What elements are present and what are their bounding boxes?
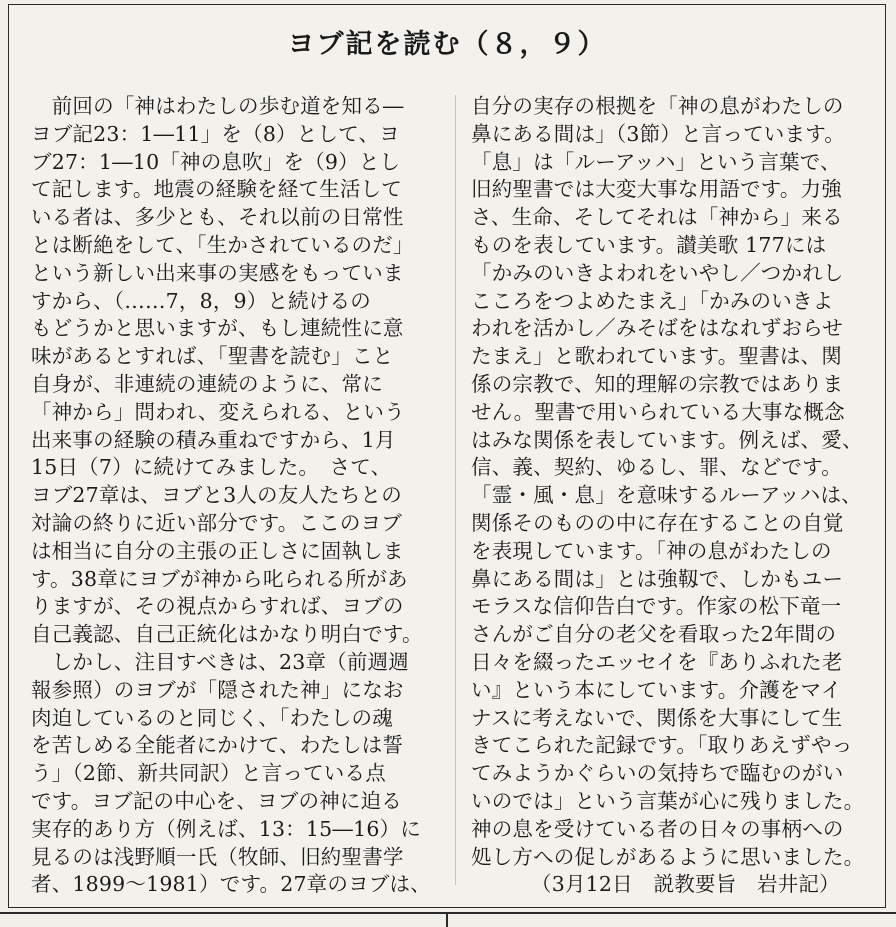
text-line: 出来事の経験の積み重ねですから、1月 — [31, 427, 396, 452]
text-line: 自分の実存の根拠を「神の息がわたしの — [471, 94, 844, 118]
text-line: 味があるとすれば、「聖書を読む」こと — [31, 344, 394, 369]
text-line: さ、生命、そしてそれは「神から」来る — [471, 205, 843, 230]
text-line: 実存的あり方（例えば、13：15―16）に — [31, 816, 421, 841]
text-line: モラスな信仰告白です。作家の松下竜一 — [471, 594, 842, 619]
text-line: いのでは」という言葉が心に残りました。 — [471, 788, 865, 813]
text-line: きてこられた記録です。「取りあえずやっ — [471, 733, 853, 758]
text-line: 係の宗教で、知的理解の宗教ではありま — [471, 371, 844, 396]
text-line: 「霊・風・息」を意味するルーアッハは、 — [471, 483, 862, 508]
text-line: りますが、その視点からすれば、ヨブの — [31, 594, 404, 619]
text-line: 神の息を受けている者の日々の事柄への — [471, 816, 844, 841]
article-title: ヨブ記を読む（８，９） — [287, 29, 607, 60]
text-line: は相当に自分の主張の正しさに固執しま — [31, 538, 404, 563]
text-line: すから、（……7，8，9）と続けるの — [31, 288, 371, 313]
text-line: 「息」は「ルーアッハ」という言葉で、 — [471, 149, 841, 174]
text-line: とは断絶をして、「生かされているのだ」 — [31, 232, 414, 257]
text-line: 処し方への促しがあるように思いました。 — [471, 844, 865, 869]
article-frame — [8, 4, 886, 908]
text-line: ヨブ記23：1―11」を（8）として、ヨ — [31, 121, 400, 146]
bottom-rule — [0, 912, 896, 914]
text-line: 前回の「神はわたしの歩む道を知る― — [31, 94, 404, 118]
text-line: 鼻にある間は」とは強靱で、しかもユー — [471, 566, 844, 591]
text-line: を苦しめる全能者にかけて、わたしは誓 — [31, 733, 404, 758]
text-line: 関係そのものの中に存在することの自覚 — [471, 510, 844, 535]
text-line: 「神から」問われ、変えられる、という — [31, 399, 405, 424]
text-line: 「かみのいきよわれをいやし／つかれし — [471, 260, 844, 285]
text-line: こころをつよめたまえ」「かみのいきよ — [471, 288, 834, 313]
article-signature: （3月12日 説教要旨 岩井記） — [531, 872, 840, 897]
text-line: い』という本にしています。介護をマイ — [471, 677, 842, 702]
left-column — [31, 93, 445, 899]
text-line: 自身が、非連続の連続のように、常に — [31, 371, 383, 396]
text-line: 見るのは浅野順一氏（牧師、旧約聖書学 — [31, 844, 404, 869]
column-divider — [455, 95, 456, 885]
text-line: もどうかと思いますが、もし連続性に意 — [31, 316, 404, 341]
text-line: という新しい出来事の実感をもっていま — [31, 260, 404, 285]
text-line: す。38章にヨブが神から叱られる所があ — [31, 566, 408, 591]
text-line: 対論の終りに近い部分です。ここのヨブ — [31, 510, 402, 535]
text-line: です。ヨブ記の中心を、ヨブの神に迫る — [31, 788, 402, 813]
text-line: せん。聖書で用いられている大事な概念 — [471, 399, 845, 424]
text-line: て記します。地震の経験を経て生活して — [31, 177, 402, 202]
text-line: さんがご自分の老父を看取った2年間の — [471, 622, 837, 647]
text-line: 日々を綴ったエッセイを『ありふれた老 — [471, 649, 843, 674]
text-line: ブ27：1―10「神の息吹」を（9）とし — [31, 149, 401, 174]
text-line: はみな関係を表しています。例えば、愛、 — [471, 427, 863, 452]
text-line: たまえ」と歌われています。聖書は、関 — [471, 344, 842, 369]
text-line: てみようかぐらいの気持ちで臨むのがい — [471, 761, 844, 786]
right-column — [471, 93, 881, 899]
text-line: 信、義、契約、ゆるし、罪、などです。 — [471, 455, 842, 480]
text-line: われを活かし／みそばをはなれずおらせ — [471, 316, 843, 341]
text-line: いる者は、多少とも、それ以前の日常性 — [31, 205, 404, 230]
text-line: 報参照）のヨブが「隠された神」になお — [31, 677, 404, 702]
text-line: 旧約聖書では大変大事な用語です。力強 — [471, 177, 842, 202]
text-line: う」（2節、新共同訳）と言っている点 — [31, 761, 386, 786]
text-line: を表現しています。「神の息がわたしの — [471, 538, 832, 563]
text-line: しかし、注目すべきは、23章（前週週 — [31, 649, 409, 674]
text-line: 自己義認、自己正統化はかなり明白です。 — [31, 622, 423, 647]
text-line: ヨブ27章は、ヨブと3人の友人たちとの — [31, 483, 402, 508]
text-line: ものを表しています。讃美歌 177には — [471, 232, 827, 257]
text-line: 者、1899～1981）です。27章のヨブは、 — [31, 872, 431, 897]
text-line: 鼻にある間は」（3節）と言っています。 — [471, 121, 845, 146]
bottom-column-tick — [446, 913, 448, 927]
text-line: 肉迫しているのと同じく、「わたしの魂 — [31, 705, 393, 730]
text-line: ナスに考えないで、関係を大事にして生 — [471, 705, 843, 730]
text-line: 15日（7）に続けてみました。 さて、 — [31, 455, 392, 480]
